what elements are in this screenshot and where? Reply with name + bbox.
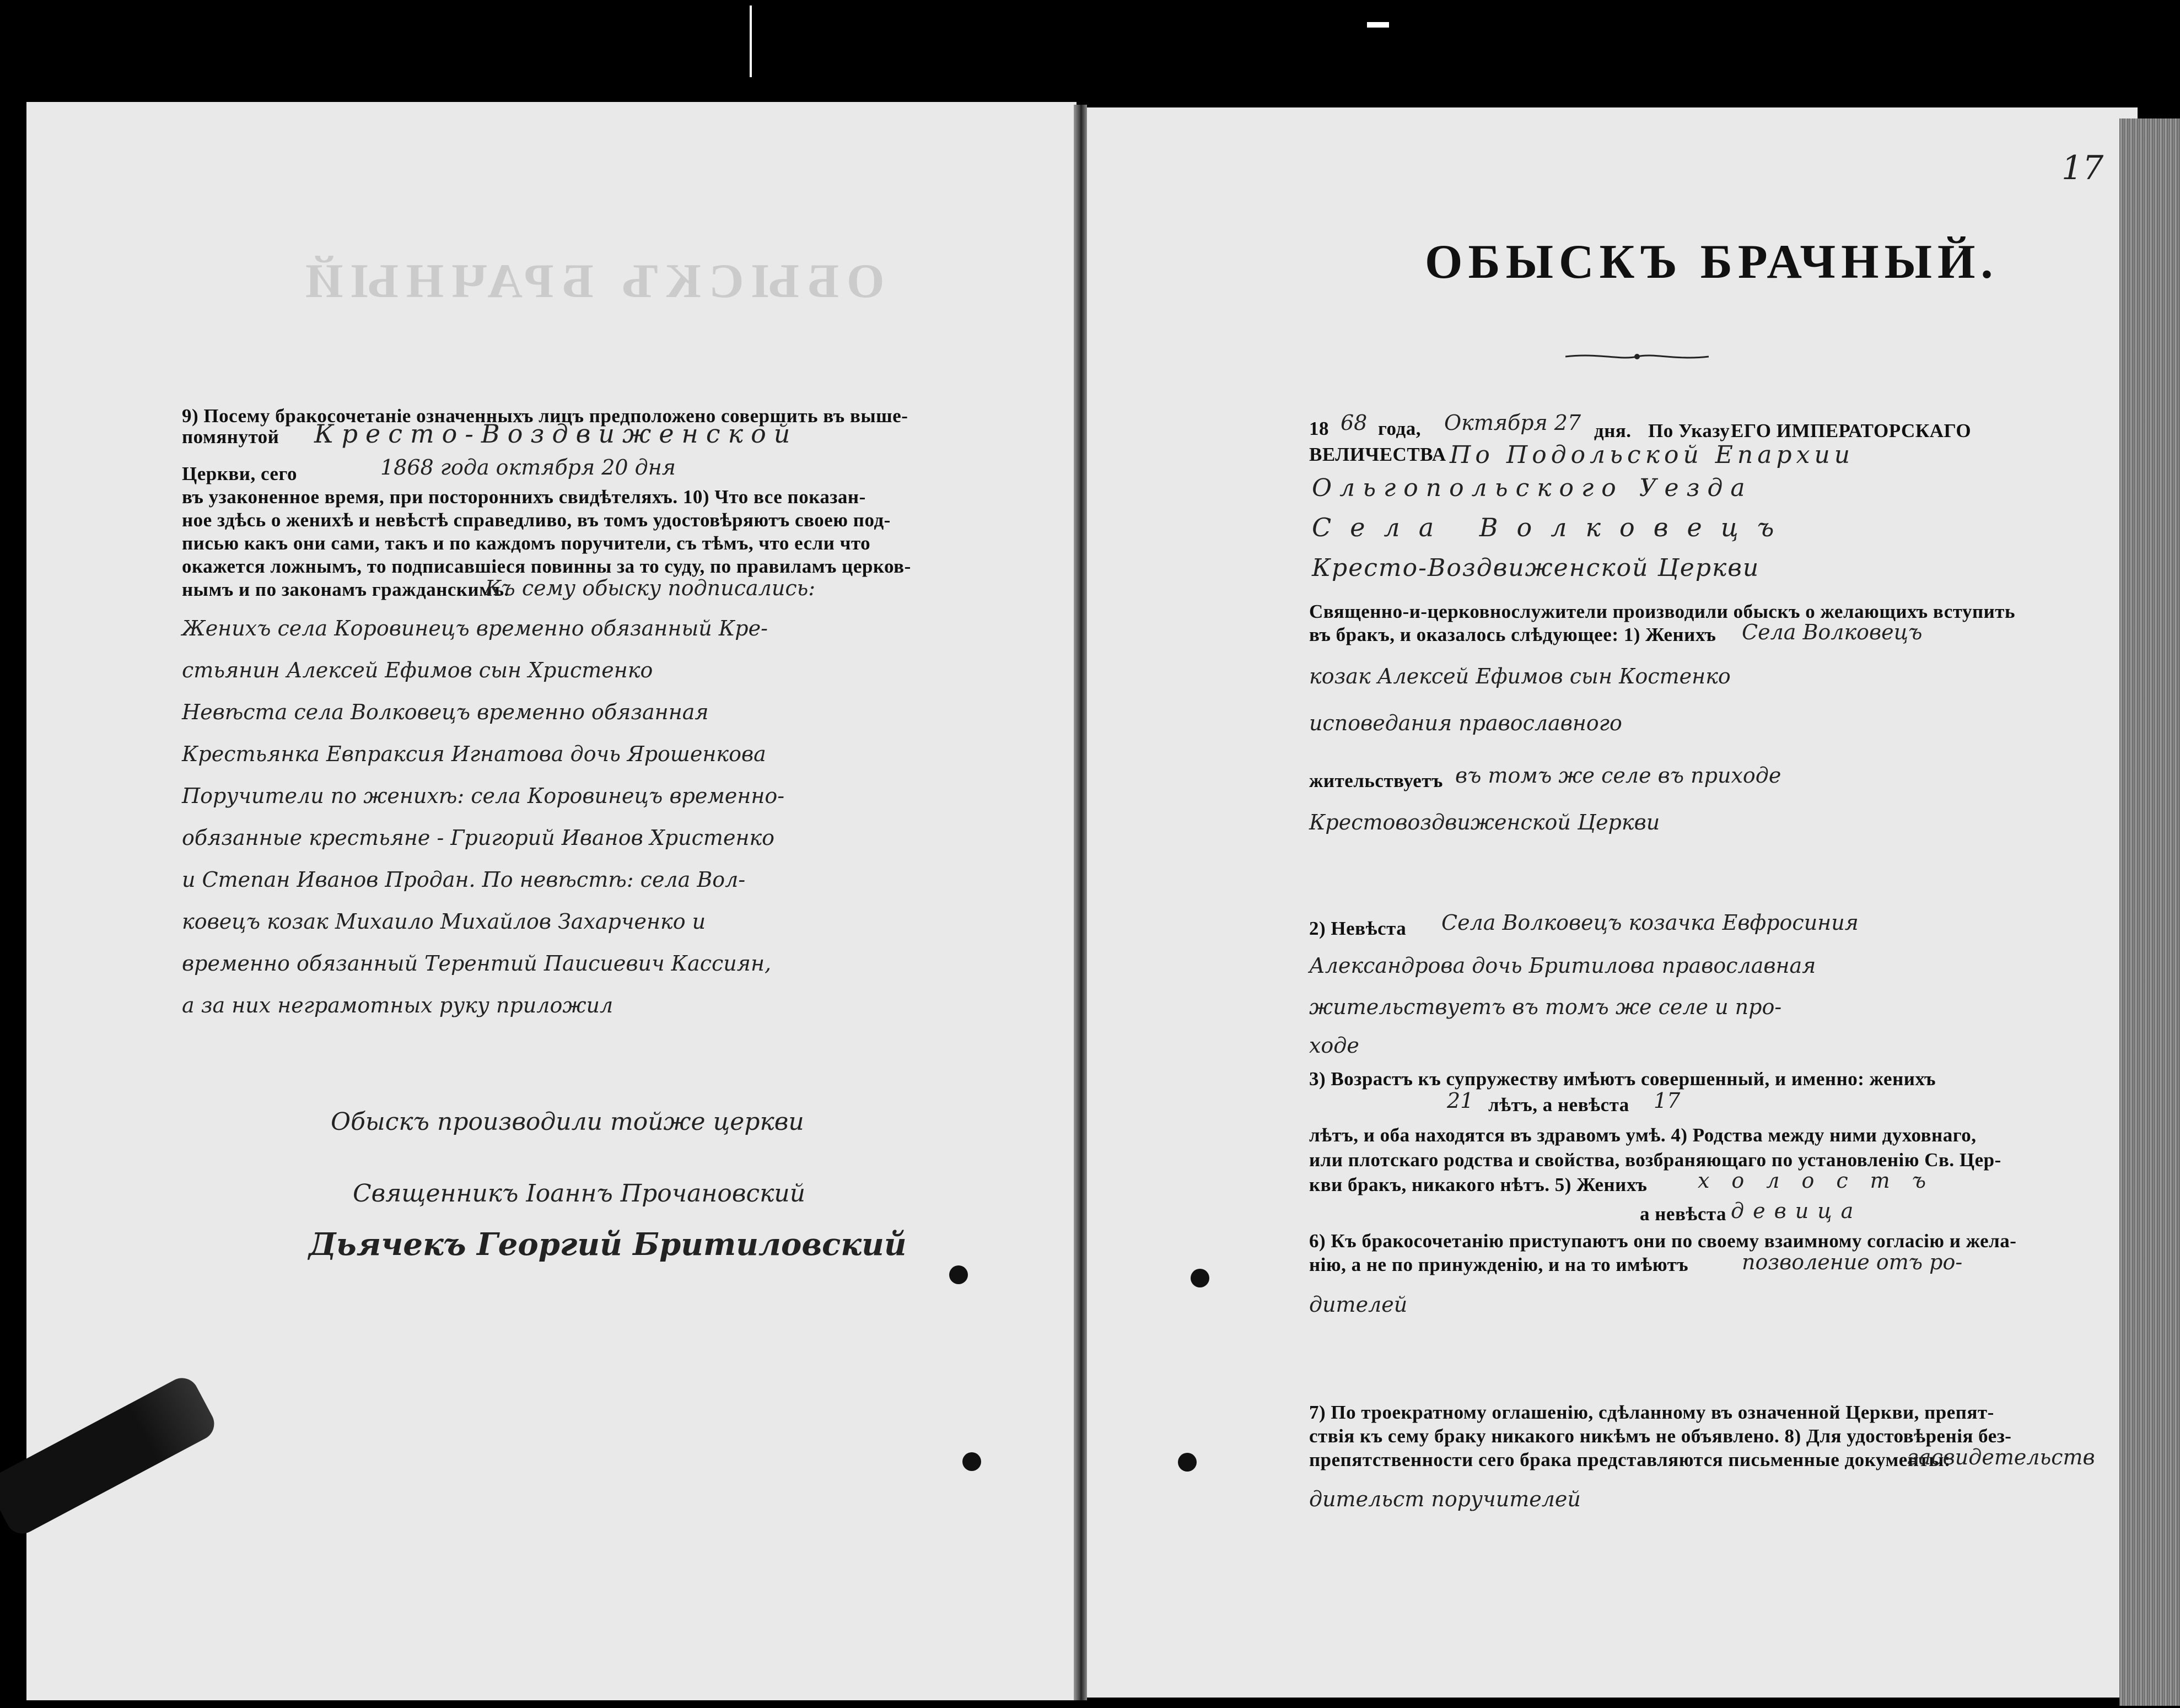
left-page bbox=[26, 102, 1076, 1700]
left-hand-line: стьянин Алексей Ефимов сын Христенко bbox=[182, 658, 653, 682]
scan-speck bbox=[750, 6, 752, 77]
docs-hand: засвидетельств bbox=[1907, 1445, 2095, 1469]
parish-hand: Кресто-Воздвиженской Церкви bbox=[1312, 554, 1760, 582]
bride-hand: Александрова дочь Бритилова православная bbox=[1309, 953, 1816, 978]
left-print-line: 9) Посему бракосочетаніе означенныхъ лицъ предположено совершить въ выше- bbox=[182, 405, 908, 427]
left-hand-line: Невѣста села Волковецъ временно обязанная bbox=[182, 700, 709, 724]
day-label: дня. bbox=[1594, 420, 1632, 441]
left-print-line: помянутой bbox=[182, 426, 279, 448]
left-print-line: нымъ и по законамъ гражданскимъ. bbox=[182, 579, 509, 600]
lives-label: жительствуетъ bbox=[1309, 770, 1443, 791]
year-suffix: года, bbox=[1378, 418, 1421, 439]
left-hand-line: обязанные крестьяне - Григорий Иванов Христенко bbox=[182, 826, 775, 850]
groom-hand: козак Алексей Ефимов сын Костенко bbox=[1309, 664, 1731, 688]
bride-label: 2) Невѣста bbox=[1309, 918, 1407, 939]
scan-speck bbox=[1367, 22, 1389, 28]
left-hand-church: Кресто-Воздвиженской bbox=[314, 419, 798, 449]
bride-hand: ходе bbox=[1309, 1033, 1359, 1058]
left-hand-line: Къ сему обыску подписались: bbox=[485, 576, 816, 600]
left-print-line: ное здѣсь о женихѣ и невѣстѣ справедливо, въ томъ удостовѣряютъ своею под- bbox=[182, 509, 891, 531]
left-hand-line: а за них неграмотных руку приложил bbox=[182, 993, 613, 1017]
date-hand: Октября 27 bbox=[1444, 411, 1581, 435]
parish-hand: По Подольской Епархии bbox=[1450, 441, 1855, 469]
age-line: 3) Возрастъ къ супружеству имѣютъ совершенный, и именно: женихъ bbox=[1309, 1068, 1936, 1090]
banns-line: ствія къ сему браку никакого никѣмъ не объявлено. 8) Для удостовѣренія без- bbox=[1309, 1425, 2012, 1447]
left-hand-signature: Обыскъ производили тойже церкви bbox=[331, 1108, 804, 1136]
years-groom: лѣтъ, а невѣста bbox=[1488, 1094, 1629, 1116]
year-hand: 68 bbox=[1341, 411, 1368, 435]
bride2-label: а невѣста bbox=[1640, 1203, 1727, 1225]
left-hand-signature: Дьячекъ Георгий Бритиловский bbox=[309, 1226, 907, 1263]
bride-hand: жительствуетъ въ томъ же селе и про- bbox=[1309, 995, 1782, 1019]
age-bride-hand: 17 bbox=[1654, 1089, 1681, 1113]
page-number: 17 bbox=[2061, 149, 2104, 187]
left-print-line: окажется ложнымъ, то подписавшіеся повинны за то суду, по правиламъ церков- bbox=[182, 556, 911, 577]
left-hand-line: ковецъ козак Михаило Михайлов Захарченко и bbox=[182, 909, 706, 934]
document-title: ОБЫСКЪ БРАЧНЫЙ. bbox=[1425, 235, 1999, 289]
consent-hand: позволение отъ ро- bbox=[1742, 1250, 1963, 1274]
book-gutter bbox=[1074, 105, 1087, 1700]
married-line: въ бракъ, и оказалось слѣдующее: 1) Женихъ bbox=[1309, 624, 1716, 645]
left-hand-line: временно обязанный Терентий Паисиевич Кассиян, bbox=[182, 951, 772, 976]
bride-status-hand: девица bbox=[1731, 1199, 1863, 1223]
year-prefix: 18 bbox=[1309, 418, 1329, 439]
groom-hand: исповедания православного bbox=[1309, 711, 1622, 735]
left-hand-line: Крестьянка Евпраксия Игнатова дочь Ярошенкова bbox=[182, 742, 766, 766]
age-groom-hand: 21 bbox=[1447, 1089, 1474, 1113]
left-hand-line: Женихъ села Коровинецъ временно обязанный Кре- bbox=[182, 616, 768, 640]
consent-line: 6) Къ бракосочетанію приступаютъ они по своему взаимному согласію и жела- bbox=[1309, 1230, 2017, 1252]
page-edges bbox=[2119, 118, 2180, 1706]
binding-hole bbox=[1191, 1269, 1209, 1287]
binding-hole bbox=[949, 1265, 968, 1284]
left-print-line: Церкви, сего bbox=[182, 463, 297, 484]
show-through-title: ОБЫСКЪ БРАЧНЫЙ bbox=[298, 255, 885, 308]
left-print-line: писью какъ они сами, такъ и по каждомъ поручители, съ тѣмъ, что если что bbox=[182, 532, 871, 554]
left-hand-line: Поручители по женихѣ: села Коровинецъ временно- bbox=[182, 784, 785, 808]
kin-line: кви бракъ, никакого нѣтъ. 5) Женихъ bbox=[1309, 1174, 1648, 1195]
left-hand-date: 1868 года октября 20 дня bbox=[380, 455, 676, 479]
lives-hand: Крестовоздвиженской Церкви bbox=[1309, 810, 1660, 834]
decree-label: По Указу bbox=[1648, 420, 1730, 441]
consent-line: нію, а не по принужденію, и на то имѣютъ bbox=[1309, 1254, 1689, 1275]
kin-line: или плотскаго родства и свойства, возбраняющаго по установленію Св. Цер- bbox=[1309, 1149, 2001, 1171]
banns-line: 7) По троекратному оглашенію, сдѣланному въ означенной Церкви, препят- bbox=[1309, 1402, 1994, 1423]
emperor-label: ЕГО ИМПЕРАТОРСКАГО bbox=[1731, 420, 1972, 441]
binding-hole bbox=[962, 1452, 981, 1471]
left-hand-line: и Степан Иванов Продан. По невѣстѣ: села Вол- bbox=[182, 868, 746, 892]
lives-hand: въ томъ же селе въ приходе bbox=[1455, 763, 1781, 788]
clergy-line: Священно-и-церковнослужители производили обыскъ о желающихъ вступить bbox=[1309, 601, 2016, 622]
binding-hole bbox=[1178, 1453, 1197, 1472]
groom-hand: Села Волковецъ bbox=[1742, 620, 1923, 644]
parish-hand: Села Волковецъ bbox=[1312, 513, 1793, 542]
bride-hand: Села Волковецъ козачка Евфросиния bbox=[1441, 910, 1859, 935]
left-hand-signature: Священникъ Іоаннъ Прочановский bbox=[353, 1179, 806, 1208]
majesty-label: ВЕЛИЧЕСТВА bbox=[1309, 444, 1446, 465]
years-both: лѣтъ, и оба находятся въ здравомъ умѣ. 4) Родства между ними духовнаго, bbox=[1309, 1124, 1977, 1146]
parish-hand: Ольгопольского Уезда bbox=[1312, 474, 1753, 502]
docs-hand: дительст поручителей bbox=[1309, 1487, 1581, 1511]
consent-hand: дителей bbox=[1309, 1292, 1408, 1317]
groom-status-hand: холостъ bbox=[1698, 1168, 1948, 1193]
banns-line: препятственности сего брака представляются письменные документы: bbox=[1309, 1449, 1951, 1470]
title-ornament bbox=[1565, 353, 1709, 360]
left-print-line: въ узаконенное время, при постороннихъ свидѣтеляхъ. 10) Что все показан- bbox=[182, 486, 866, 508]
